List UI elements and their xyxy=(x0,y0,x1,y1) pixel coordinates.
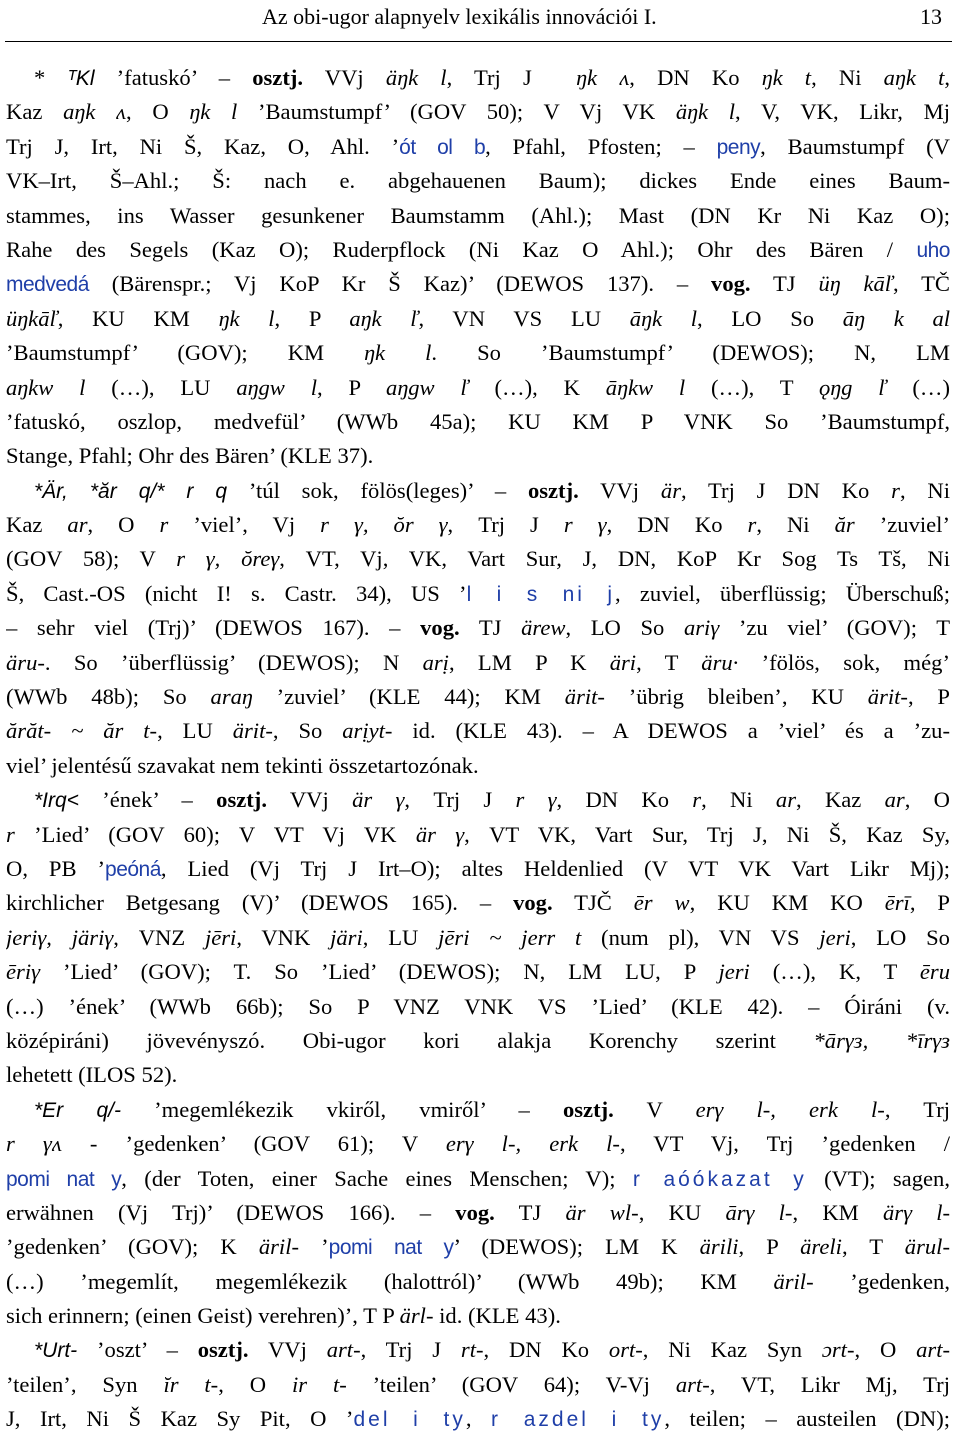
text-segment: , Trj J xyxy=(360,1337,461,1363)
italic-form: araŋ xyxy=(210,684,253,710)
text-segment: TJ xyxy=(750,271,819,297)
text-segment: Kaz xyxy=(6,512,68,538)
italic-form: r γ, ŏreγ xyxy=(176,546,280,572)
text-segment: , Kaz xyxy=(796,787,885,813)
text-segment: ’fatuskó, oszlop, medvefül’ (WWb 45a); KU KM P VNK So ’Baumstumpf, xyxy=(6,408,950,434)
cyrillic-gloss: uho xyxy=(916,238,950,262)
text-segment: , Trj J xyxy=(447,512,564,538)
text-segment: VVj xyxy=(303,65,386,90)
text-line xyxy=(6,886,950,920)
italic-form: äru- xyxy=(6,649,45,675)
text-line xyxy=(6,302,950,336)
italic-form: arịyt- xyxy=(342,718,393,744)
text-segment: , LO So xyxy=(697,305,843,331)
text-segment: V xyxy=(613,1096,696,1122)
bold-label: vog. xyxy=(455,1199,495,1225)
text-segment: ’gedenken’ (GOV 61); V xyxy=(97,1131,446,1157)
text-segment: , T xyxy=(636,649,702,675)
text-line xyxy=(6,474,950,508)
italic-form: ärili xyxy=(699,1234,739,1260)
text-line xyxy=(6,508,950,542)
text-segment: , P xyxy=(909,890,950,916)
text-segment: , LU xyxy=(157,718,233,744)
italic-form: arị xyxy=(422,649,449,675)
text-segment: ’fatuskó’ – xyxy=(94,65,253,90)
italic-form: jeri xyxy=(718,959,750,985)
text-segment: , LU xyxy=(362,924,439,950)
text-line xyxy=(6,1368,950,1402)
italic-form: ārγ l- xyxy=(725,1199,793,1225)
italic-form: är γ xyxy=(352,787,405,813)
text-line xyxy=(6,439,950,473)
cyrillic-gloss: peóná xyxy=(105,857,161,881)
text-segment: ’teilen’ (GOV 64); V-Vj xyxy=(346,1371,676,1397)
italic-form: aŋk t xyxy=(883,65,945,90)
text-segment: , (der Toten, einer Sache eines Menschen; V); xyxy=(121,1165,633,1191)
italic-form: äŋk l xyxy=(675,99,736,125)
text-line xyxy=(6,852,950,886)
text-line xyxy=(6,646,950,680)
text-segment: , Trj xyxy=(884,1096,950,1122)
article-body xyxy=(6,61,950,1437)
text-segment: , VT VK, Vart Sur, Trj J, Ni Š, Kaz Sy, xyxy=(464,821,950,847)
text-line xyxy=(6,405,950,439)
text-segment: viel’ jelentésű szavakat nem tekinti összetartozónak. xyxy=(6,752,479,778)
bold-label: vog. xyxy=(513,890,553,916)
reconstructed-headword: *Är, *ăr q/* r q xyxy=(34,479,228,503)
italic-form: ăr xyxy=(834,512,855,538)
text-segment: Trj J, Irt, Ni Š, Kaz, O, Ahl. ’ xyxy=(6,133,400,159)
cyrillic-gloss: peny xyxy=(716,135,761,159)
italic-form: jeri xyxy=(819,924,851,950)
italic-form: ĭr t- xyxy=(163,1371,219,1397)
italic-form: aŋk ľ xyxy=(349,305,419,331)
text-segment: ’gedenken’ (GOV); K xyxy=(6,1234,259,1260)
cyrillic-gloss: pomi nat y xyxy=(328,1236,454,1260)
italic-form: āŋ k al xyxy=(842,305,950,331)
text-segment: , Baumstumpf (V xyxy=(760,133,950,159)
text-segment: stammes, ins Wasser gesunkener Baumstamm (Ahl.); Mast (DN Kr Ni Kaz O); xyxy=(6,202,950,228)
text-segment: id. (KLE 43). xyxy=(433,1303,561,1329)
text-segment: lehetett (ILOS 52). xyxy=(6,1062,178,1088)
italic-form: āŋk l xyxy=(629,305,698,331)
text-segment: , O xyxy=(904,787,950,813)
text-line xyxy=(6,371,950,405)
text-segment: (VT); sagen, xyxy=(806,1165,950,1191)
text-line xyxy=(6,577,950,611)
text-segment: , DN Ko xyxy=(606,512,748,538)
italic-form: art- xyxy=(326,1337,361,1363)
text-segment: TJ xyxy=(459,615,522,641)
text-segment: . So ’überflüssig’ (DEWOS); N xyxy=(44,649,423,675)
text-line xyxy=(6,1265,950,1299)
text-segment: (WWb 48b); So xyxy=(6,684,211,710)
running-title: Az obi-ugor alapnyelv lexikális innovációi I. xyxy=(262,4,657,29)
italic-form: r γ xyxy=(515,787,557,813)
text-line xyxy=(6,1196,950,1230)
text-line xyxy=(6,233,950,267)
italic-form: ɔrt- xyxy=(821,1337,855,1363)
italic-form: ärit- xyxy=(232,718,273,744)
italic-form: äril- xyxy=(258,1234,300,1260)
text-line xyxy=(6,714,950,748)
italic-form: r xyxy=(692,787,702,813)
italic-form: üŋkāľ xyxy=(6,305,58,331)
text-segment: , DN Ko xyxy=(556,787,693,813)
text-line xyxy=(6,1024,950,1058)
text-segment: , Ni Kaz Syn xyxy=(642,1337,822,1363)
text-segment: kirchlicher Betgesang (V)’ (DEWOS 165). – xyxy=(6,890,514,916)
text-segment: ’zuviel’ (KLE 44); KM xyxy=(252,684,565,710)
italic-form: aŋk ʌ xyxy=(63,99,127,125)
italic-form: r γʌ - xyxy=(6,1131,98,1157)
page-number: 13 xyxy=(920,4,942,29)
text-line xyxy=(6,1402,950,1436)
text-segment: , O xyxy=(854,1337,917,1363)
text-segment: , TČ xyxy=(893,271,950,297)
bold-label: osztj. xyxy=(197,1337,249,1363)
text-segment: , V, VK, Likr, Mj xyxy=(735,99,950,125)
italic-form: aŋgw l xyxy=(236,374,317,400)
text-segment: ’zuviel’ xyxy=(854,512,950,538)
cyrillic-gloss: del i ty xyxy=(353,1408,466,1432)
italic-form: *ārγз, *īrγз xyxy=(813,1027,950,1053)
italic-form: ar xyxy=(775,787,797,813)
text-segment: , VN VS LU xyxy=(418,305,630,331)
text-segment: ’ (DEWOS); LM K xyxy=(453,1234,700,1260)
italic-form: r γ xyxy=(563,512,607,538)
italic-form: ort- xyxy=(608,1337,643,1363)
italic-form: ar xyxy=(884,787,905,813)
text-segment: , P xyxy=(317,374,387,400)
text-segment: , VT, Vj, VK, Vart Sur, J, DN, KoP Kr Sog Ts Tš, Ni xyxy=(279,546,950,572)
text-segment: , O xyxy=(218,1371,292,1397)
text-segment: ’ének’ – xyxy=(78,787,217,813)
italic-form: aŋkw l xyxy=(6,374,86,400)
italic-form: jeriγ, järiγ xyxy=(6,924,114,950)
text-segment: ’oszt’ – xyxy=(77,1337,198,1363)
text-segment: , zuviel, überflüssig; Überschuß; xyxy=(615,580,950,606)
italic-form: ēriγ xyxy=(6,959,41,985)
text-segment: (…) xyxy=(886,374,950,400)
italic-form: ärl- xyxy=(399,1303,434,1329)
italic-form: r γ, ŏr γ xyxy=(320,512,448,538)
text-segment: , KU xyxy=(638,1199,726,1225)
text-segment: ’Baumstumpf’ (GOV 50); V Vj VK xyxy=(237,99,676,125)
text-segment: , P xyxy=(738,1234,801,1260)
text-segment: , DN Ko xyxy=(629,65,762,90)
cyrillic-gloss: l i s ni j xyxy=(466,582,616,606)
text-line xyxy=(6,199,950,233)
text-segment: ’gedenken, xyxy=(813,1268,950,1294)
running-header xyxy=(0,0,960,40)
bold-label: osztj. xyxy=(216,787,267,813)
text-segment: VK–Irt, Š–Ahl.; Š: nach e. abgehauenen Baum); dickes Ende eines Baum- xyxy=(6,168,950,194)
text-segment: (…) ’ének’ (WWb 66b); So P VNZ VNK VS ’Lied’ (KLE 42). – Óiráni (v. xyxy=(6,993,950,1019)
bold-label: vog. xyxy=(420,615,460,641)
text-segment: , VT Vj, Trj ’gedenken / xyxy=(619,1131,950,1157)
bold-label: vog. xyxy=(711,271,751,297)
italic-form: ärew xyxy=(521,615,566,641)
text-segment: ’übrig bleiben’, KU xyxy=(604,684,868,710)
text-segment: Stange, Pfahl; Ohr des Bären’ (KLE 37). xyxy=(6,443,374,469)
text-segment: , VNZ xyxy=(113,924,205,950)
text-segment: , VNK xyxy=(236,924,331,950)
text-line xyxy=(6,1058,950,1092)
text-line xyxy=(6,1093,950,1127)
text-segment: (num pl), VN VS xyxy=(581,924,820,950)
text-segment: , O xyxy=(87,512,160,538)
text-line xyxy=(6,1299,950,1333)
text-segment: , Ni xyxy=(701,787,776,813)
italic-form: ŋk ʌ xyxy=(553,65,630,90)
text-segment: , DN Ko xyxy=(483,1337,609,1363)
italic-form: erγ l-, erk l- xyxy=(445,1131,620,1157)
italic-form: r xyxy=(891,477,900,503)
text-line xyxy=(6,611,950,645)
italic-form: ŋk l xyxy=(189,99,238,125)
italic-form: ērī xyxy=(884,890,910,916)
text-line xyxy=(6,130,950,164)
text-line xyxy=(6,542,950,576)
text-segment: , LO So xyxy=(565,615,684,641)
text-line xyxy=(6,267,950,301)
text-segment: ’Baumstumpf’ (GOV); KM xyxy=(6,340,365,366)
text-segment: , P xyxy=(907,684,950,710)
text-segment: , T xyxy=(841,1234,905,1260)
text-segment: ’Lied’ (GOV 60); V VT Vj VK xyxy=(14,821,416,847)
italic-form: ŋk l xyxy=(218,305,275,331)
cyrillic-gloss: medvedá xyxy=(6,273,89,297)
text-segment: VVj xyxy=(578,477,661,503)
cyrillic-gloss: r azdel i ty xyxy=(491,1408,665,1432)
cyrillic-gloss: ót ol b xyxy=(399,135,486,159)
italic-form: ärit- xyxy=(867,684,908,710)
text-segment: , So xyxy=(272,718,343,744)
cyrillic-gloss: pomi nat y xyxy=(6,1167,122,1191)
reconstructed-headword: *Irq< xyxy=(34,789,79,813)
italic-form: äŋk l xyxy=(385,65,447,90)
italic-form: ir t- xyxy=(292,1371,347,1397)
italic-form: erγ l-, erk l- xyxy=(695,1096,885,1122)
italic-form: är γ xyxy=(415,821,465,847)
text-segment: középiráni) jövevényszó. Obi-ugor kori alakja Korenchy szerint xyxy=(6,1027,814,1053)
text-segment: * xyxy=(34,65,68,90)
italic-form: ǫŋg ľ xyxy=(818,374,887,400)
italic-form: üŋ kāľ xyxy=(818,271,894,297)
text-segment: , KM xyxy=(792,1199,883,1225)
text-segment: (GOV 58); V xyxy=(6,546,177,572)
text-line xyxy=(6,955,950,989)
text-segment: ’túl sok, fölös(leges)’ – xyxy=(227,477,528,503)
italic-form: äreli xyxy=(800,1234,842,1260)
text-segment: , KU KM xyxy=(57,305,219,331)
text-line xyxy=(6,336,950,370)
text-segment: O, PB ’ xyxy=(6,855,106,881)
italic-form: art- xyxy=(916,1337,950,1363)
italic-form: äri xyxy=(609,649,637,675)
italic-form: ar xyxy=(67,512,88,538)
text-line xyxy=(6,749,950,783)
text-segment: ’Lied’ (GOV); T. So ’Lied’ (DEWOS); N, LM LU, P xyxy=(40,959,719,985)
bold-label: osztj. xyxy=(527,477,579,503)
text-segment: , xyxy=(944,65,950,90)
italic-form: ēru xyxy=(919,959,950,985)
text-segment: ’fölös, sok, még’ xyxy=(738,649,950,675)
text-line xyxy=(6,61,950,95)
italic-form: rt- xyxy=(460,1337,484,1363)
text-segment: ’ xyxy=(299,1234,329,1260)
text-segment: J, Irt, Ni Š Kaz Sy Pit, O ’ xyxy=(6,1406,354,1432)
italic-form: ariγ xyxy=(683,615,720,641)
text-line xyxy=(6,990,950,1024)
text-line xyxy=(6,921,950,955)
italic-form: āŋkw l xyxy=(605,374,686,400)
text-segment: VVj xyxy=(248,1337,327,1363)
text-segment: , P xyxy=(274,305,350,331)
text-line xyxy=(6,783,950,817)
text-segment: (…), LU xyxy=(85,374,237,400)
italic-form: jēri ~ jerr t xyxy=(438,924,582,950)
text-line xyxy=(6,1162,950,1196)
text-line xyxy=(6,164,950,198)
text-segment: , teilen; – austeilen (DN); xyxy=(664,1406,950,1432)
text-segment: (…), K xyxy=(468,374,606,400)
italic-form: ărăt- ~ ăr t- xyxy=(6,718,158,744)
italic-form: ēr w xyxy=(633,890,690,916)
text-segment: – sehr viel (Trj)’ (DEWOS 167). – xyxy=(6,615,421,641)
italic-form: är xyxy=(660,477,681,503)
text-line xyxy=(6,1127,950,1161)
italic-form: äru· xyxy=(701,649,739,675)
bold-label: osztj. xyxy=(562,1096,614,1122)
text-segment: , LM P K xyxy=(448,649,610,675)
text-segment: (Bärenspr.; Vj KoP Kr Š Kaz)’ (DEWOS 137). – xyxy=(88,271,712,297)
italic-form: jēri xyxy=(204,924,237,950)
reconstructed-headword: *Urt- xyxy=(34,1339,78,1363)
text-segment: , Trj J xyxy=(404,787,516,813)
italic-form: äril- xyxy=(773,1268,814,1294)
text-segment: , Ni xyxy=(756,512,835,538)
text-segment: VVj xyxy=(266,787,353,813)
text-segment: , Pfahl, Pfosten; – xyxy=(485,133,717,159)
text-line xyxy=(6,95,950,129)
text-segment: ’megemlékezik vkiről, vmiről’ – xyxy=(121,1096,563,1122)
italic-form: ärul- xyxy=(904,1234,950,1260)
text-segment: , O xyxy=(126,99,190,125)
text-segment: , Trj J xyxy=(446,65,554,90)
text-segment: ’viel’, Vj xyxy=(168,512,321,538)
italic-form: är wl- xyxy=(565,1199,639,1225)
text-segment: , KU KM KO xyxy=(689,890,885,916)
bold-label: osztj. xyxy=(252,65,304,90)
text-segment: , Ni xyxy=(811,65,884,90)
italic-form: ärit- xyxy=(564,684,605,710)
text-segment: sich erinnern; (einen Geist) verehren)’, T P xyxy=(6,1303,400,1329)
text-segment: Kaz xyxy=(6,99,64,125)
text-segment: ’teilen’, Syn xyxy=(6,1371,164,1397)
text-segment: , LO So xyxy=(850,924,950,950)
text-segment: (…), K, T xyxy=(749,959,920,985)
italic-form: ŋk l xyxy=(364,340,432,366)
text-segment: ’zu viel’ (GOV); T xyxy=(719,615,950,641)
text-segment: Rahe des Segels (Kaz O); Ruderpflock (Ni Kaz O Ahl.); Ohr des Bären / xyxy=(6,236,917,262)
text-segment: , VT, Likr Mj, Trj xyxy=(709,1371,950,1397)
text-segment: id. (KLE 43). – A DEWOS a ’viel’ és a ’zu- xyxy=(392,718,950,744)
text-line xyxy=(6,1333,950,1367)
reconstructed-headword: *Er q/- xyxy=(34,1098,122,1122)
italic-form: r xyxy=(6,821,15,847)
text-line xyxy=(6,680,950,714)
text-line xyxy=(6,818,950,852)
italic-form: r xyxy=(159,512,169,538)
text-segment: erwähnen (Vj Trj)’ (DEWOS 166). – xyxy=(6,1199,456,1225)
text-segment: TJČ xyxy=(552,890,634,916)
text-segment: (…), T xyxy=(685,374,819,400)
italic-form: art- xyxy=(675,1371,710,1397)
reconstructed-headword: ᵀKl xyxy=(67,67,95,90)
text-line xyxy=(6,1230,950,1264)
text-segment: , Lied (Vj Trj J Irt–O); altes Heldenlied (V VT VK Vart Likr Mj); xyxy=(160,855,950,881)
text-segment: , Ni xyxy=(899,477,950,503)
text-segment: . So ’Baumstumpf’ (DEWOS); N, LM xyxy=(431,340,950,366)
text-segment: (…) ’megemlít, megemlékezik (halottról)’ (WWb 49b); KM xyxy=(6,1268,774,1294)
text-segment: TJ xyxy=(494,1199,566,1225)
italic-form: ärγ l- xyxy=(882,1199,950,1225)
italic-form: ŋk t xyxy=(761,65,812,90)
italic-form: aŋgw ľ xyxy=(386,374,469,400)
text-segment: Š, Cast.-OS (nicht I! s. Castr. 34), US ’ xyxy=(6,580,467,606)
header-rule xyxy=(5,41,952,42)
cyrillic-gloss: r aóókazat y xyxy=(632,1167,807,1191)
text-segment: , Trj J DN Ko xyxy=(681,477,892,503)
italic-form: järi xyxy=(330,924,363,950)
text-segment: , xyxy=(465,1406,492,1432)
italic-form: r xyxy=(747,512,757,538)
